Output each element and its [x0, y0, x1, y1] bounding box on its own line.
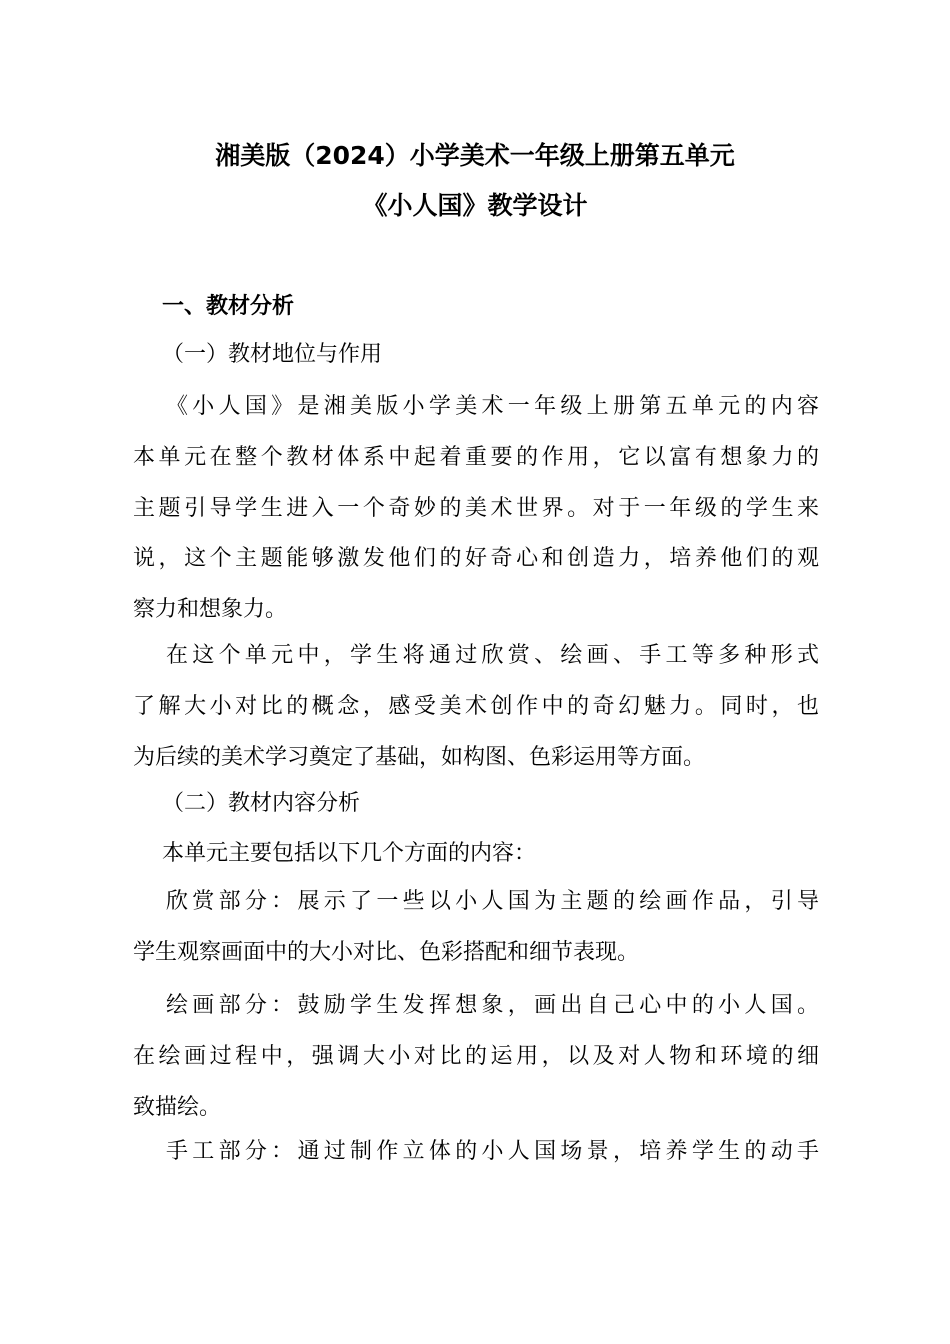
paragraph-line: 了解大小对比的概念，感受美术创作中的奇幻魅力。同时，也 — [133, 693, 819, 719]
paragraph-2 — [133, 631, 819, 783]
paragraph-line: 手工部分：通过制作立体的小人国场景，培养学生的动手 — [166, 1139, 819, 1164]
paragraph-line: 致描绘。 — [133, 1094, 222, 1120]
paragraph-line: 说，这个主题能够激发他们的好奇心和创造力，培养他们的观 — [133, 546, 819, 572]
subsection-heading-position-role: （一）教材地位与作用 — [162, 342, 383, 367]
document-title-line-2: 《小人国》教学设计 — [362, 191, 588, 220]
paragraph-line: 在这个单元中，学生将通过欣赏、绘画、手工等多种形式 — [166, 643, 819, 668]
paragraph-line: 学生观察画面中的大小对比、色彩搭配和细节表现。 — [133, 939, 640, 965]
paragraph-4 — [133, 877, 819, 979]
paragraph-line: 《小人国》是湘美版小学美术一年级上册第五单元的内容 — [166, 394, 819, 419]
paragraph-line: 主题引导学生进入一个奇妙的美术世界。对于一年级的学生来 — [133, 495, 819, 521]
paragraph-line: 绘画部分：鼓励学生发挥想象，画出自己心中的小人国。 — [166, 993, 819, 1018]
paragraph-line: 察力和想象力。 — [133, 597, 288, 623]
section-heading-textbook-analysis: 一、教材分析 — [162, 294, 295, 319]
paragraph-3: 本单元主要包括以下几个方面的内容： — [162, 841, 537, 866]
paragraph-6 — [133, 1127, 819, 1178]
paragraph-line: 在绘画过程中，强调大小对比的运用，以及对人物和环境的细 — [133, 1043, 819, 1069]
paragraph-line: 本单元在整个教材体系中起着重要的作用，它以富有想象力的 — [133, 444, 819, 470]
paragraph-5 — [133, 981, 819, 1133]
paragraph-line: 欣赏部分：展示了一些以小人国为主题的绘画作品，引导 — [166, 889, 819, 914]
document-title-line-1: 湘美版（2024）小学美术一年级上册第五单元 — [215, 141, 735, 170]
paragraph-line: 为后续的美术学习奠定了基础，如构图、色彩运用等方面。 — [133, 744, 706, 770]
paragraph-1 — [133, 382, 819, 636]
subsection-heading-content-analysis: （二）教材内容分析 — [162, 791, 361, 816]
